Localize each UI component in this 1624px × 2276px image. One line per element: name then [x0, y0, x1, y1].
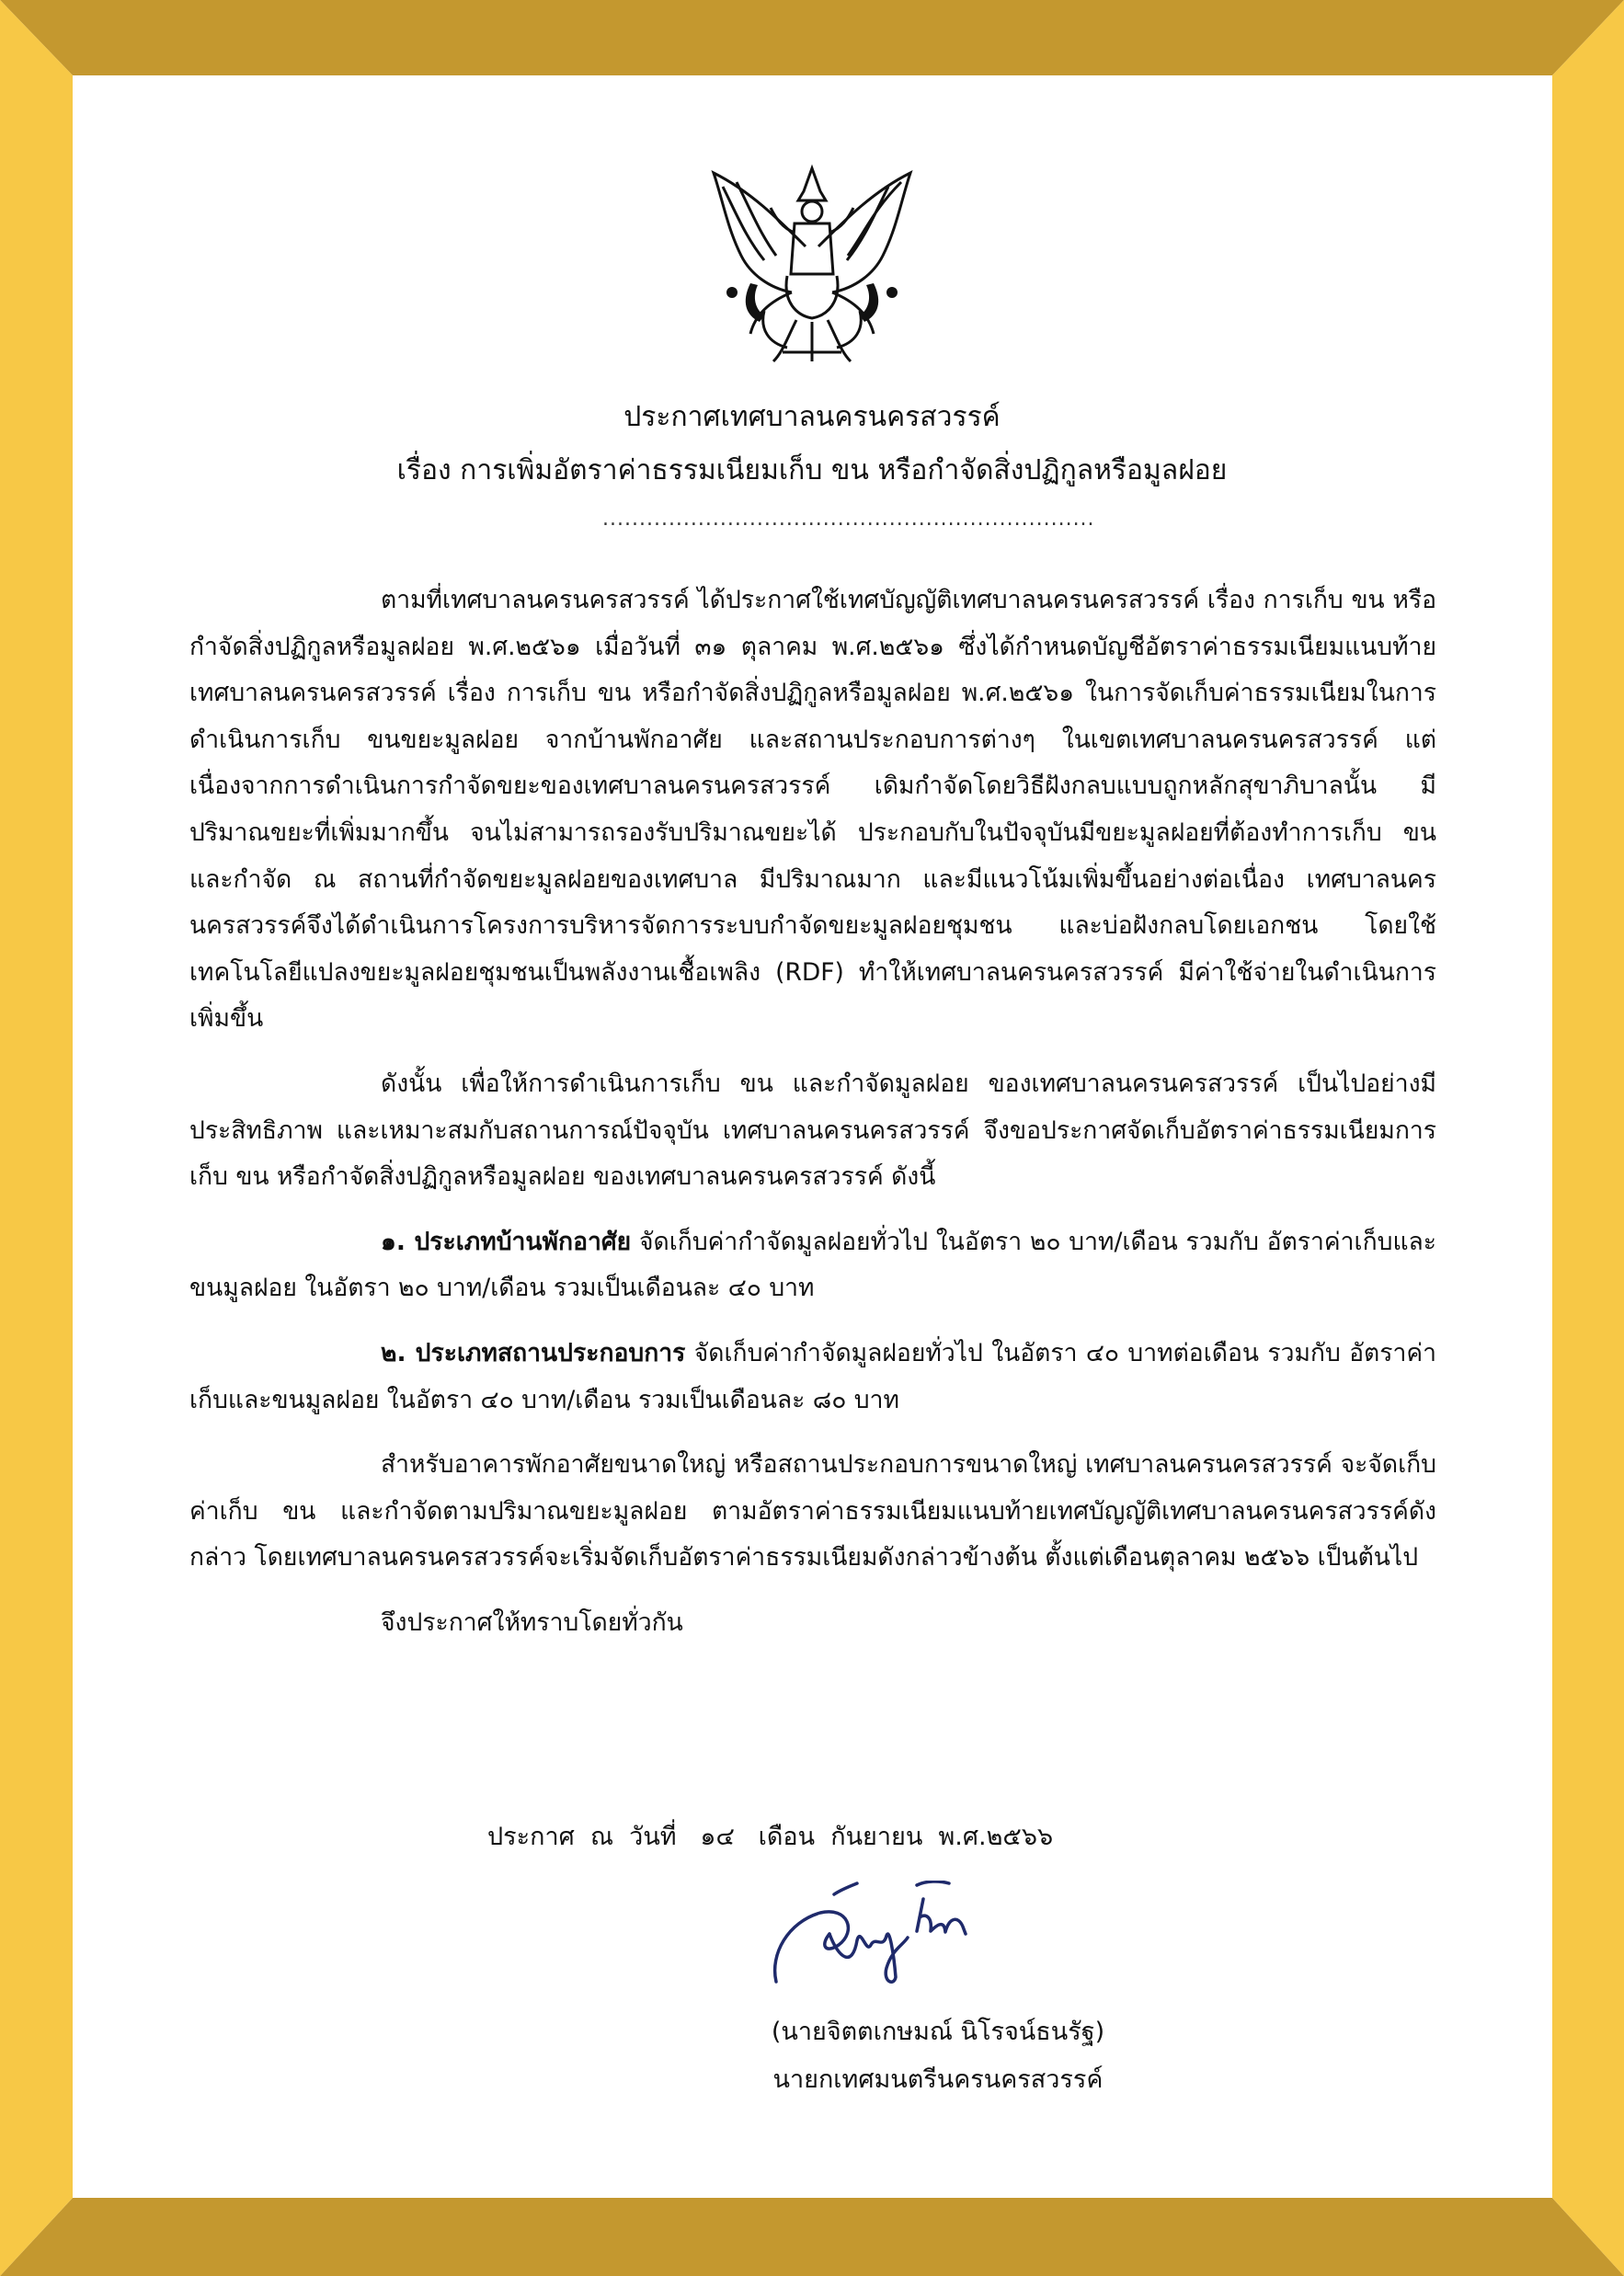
document-subject: เรื่อง การเพิ่มอัตราค่าธรรมเนียมเก็บ ขน หรือกำจัดสิ่งปฏิกูลหรือมูลฝอย — [396, 454, 1228, 486]
title-separator: ................................................................... — [602, 508, 1095, 531]
fee-item-business-label: ๒. ประเภทสถานประกอบการ — [381, 1338, 686, 1367]
fee-item-business — [189, 1331, 1436, 1424]
paragraph-closing: จึงประกาศให้ทราบโดยทั่วกัน — [381, 1607, 683, 1637]
fee-item-residential — [189, 1219, 1436, 1312]
garuda-emblem-icon — [695, 164, 929, 368]
document-title: ประกาศเทศบาลนครนครสวรรค์ — [623, 401, 1001, 433]
fee-item-residential-label: ๑. ประเภทบ้านพักอาศัย — [381, 1227, 632, 1256]
paragraph-large-buildings: สำหรับอาคารพักอาศัยขนาดใหญ่ หรือสถานประกอบการขนาดใหญ่ เทศบาลนครนครสวรรค์ จะจัดเก็บค่าเก็บ ขน และกำจัดตามปริมาณขยะมูลฝอย ตามอัตราค่าธรรมเนียมแนบท้ายเทศบัญญัติเทศบาลนครนครสวรรค์ดังกล่าว โดยเทศบาลนครนครสวรรค์จะเริ่มจัดเก็บอัตราค่าธรรมเนียมดังกล่าวข้างต้น ตั้งแต่เดือนตุลาคม ๒๕๖๖ เป็นต้นไป — [189, 1450, 1436, 1573]
announcement-date: ประกาศ ณ วันที่ ๑๔ เดือน กันยายน พ.ศ.๒๕๖๖ — [487, 1823, 1054, 1851]
paragraph-background: ตามที่เทศบาลนครนครสวรรค์ ได้ประกาศใช้เทศบัญญัติเทศบาลนครนครสวรรค์ เรื่อง การเก็บ ขน หรือกำจัดสิ่งปฏิกูลหรือมูลฝอย พ.ศ.๒๕๖๑ เมื่อวันที่ ๓๑ ตุลาคม พ.ศ.๒๕๖๑ ซึ่งได้กำหนดบัญชีอัตราค่าธรรมเนียมแนบท้ายเทศบาลนครนครสวรรค์ เรื่อง การเก็บ ขน หรือกำจัดสิ่งปฏิกูลหรือมูลฝอย พ.ศ.๒๕๖๑ ในการจัดเก็บค่าธรรมเนียมในการดำเนินการเก็บ ขนขยะมูลฝอย จากบ้านพักอาศัย และสถานประกอบการต่างๆ ในเขตเทศบาลนครนครสวรรค์ แต่เนื่องจากการดำเนินการกำจัดขยะของเทศบาลนครนครสวรรค์ เดิมกำจัดโดยวิธีฝังกลบแบบถูกหลักสุขาภิบาลนั้น มีปริมาณขยะที่เพิ่มมากขึ้น จนไม่สามารถรองรับปริมาณขยะได้ ประกอบกับในปัจจุบันมีขยะมูลฝอยที่ต้องทำการเก็บ ขน และกำจัด ณ สถานที่กำจัดขยะมูลฝอยของเทศบาล มีปริมาณมาก และมีแนวโน้มเพิ่มขึ้นอย่างต่อเนื่อง เทศบาลนครนครสวรรค์จึงได้ดำเนินการโครงการบริหารจัดการระบบกำจัดขยะมูลฝอยชุมชน และบ่อฝังกลบโดยเอกชน โดยใช้เทคโนโลยีแปลงขยะมูลฝอยชุมชนเป็นพลังงานเชื้อเพลิง (RDF) ทำให้เทศบาลนครนครสวรรค์ มีค่าใช้จ่ายในดำเนินการเพิ่มขึ้น — [189, 586, 1436, 1034]
fee-item-business-text: จัดเก็บค่ากำจัดมูลฝอยทั่วไป ในอัตรา ๔๐ บาทต่อเดือน รวมกับ อัตราค่าเก็บและขนมูลฝอย ในอัตรา ๔๐ บาท/เดือน รวมเป็นเดือนละ ๘๐ บาท — [189, 1338, 1436, 1414]
paragraph-announcement: ดังนั้น เพื่อให้การดำเนินการเก็บ ขน และกำจัดมูลฝอย ของเทศบาลนครนครสวรรค์ เป็นไปอย่างมีประสิทธิภาพ และเหมาะสมกับสถานการณ์ปัจจุบัน เทศบาลนครนครสวรรค์ จึงขอประกาศจัดเก็บอัตราค่าธรรมเนียมการเก็บ ขน หรือกำจัดสิ่งปฏิกูลหรือมูลฝอย ของเทศบาลนครนครสวรรค์ ดังนี้ — [189, 1069, 1436, 1192]
signer-name: (นายจิตตเกษมณ์ นิโรจน์ธนรัฐ) — [771, 2018, 1105, 2046]
signer-position: นายกเทศมนตรีนครนครสวรรค์ — [772, 2065, 1104, 2094]
fee-item-residential-text: จัดเก็บค่ากำจัดมูลฝอยทั่วไป ในอัตรา ๒๐ บาท/เดือน รวมกับ อัตราค่าเก็บและขนมูลฝอย ในอัตรา ๒๐ บาท/เดือน รวมเป็นเดือนละ ๔๐ บาท — [189, 1227, 1437, 1303]
document-body — [189, 578, 1436, 1646]
signature-image — [765, 1881, 1006, 1986]
